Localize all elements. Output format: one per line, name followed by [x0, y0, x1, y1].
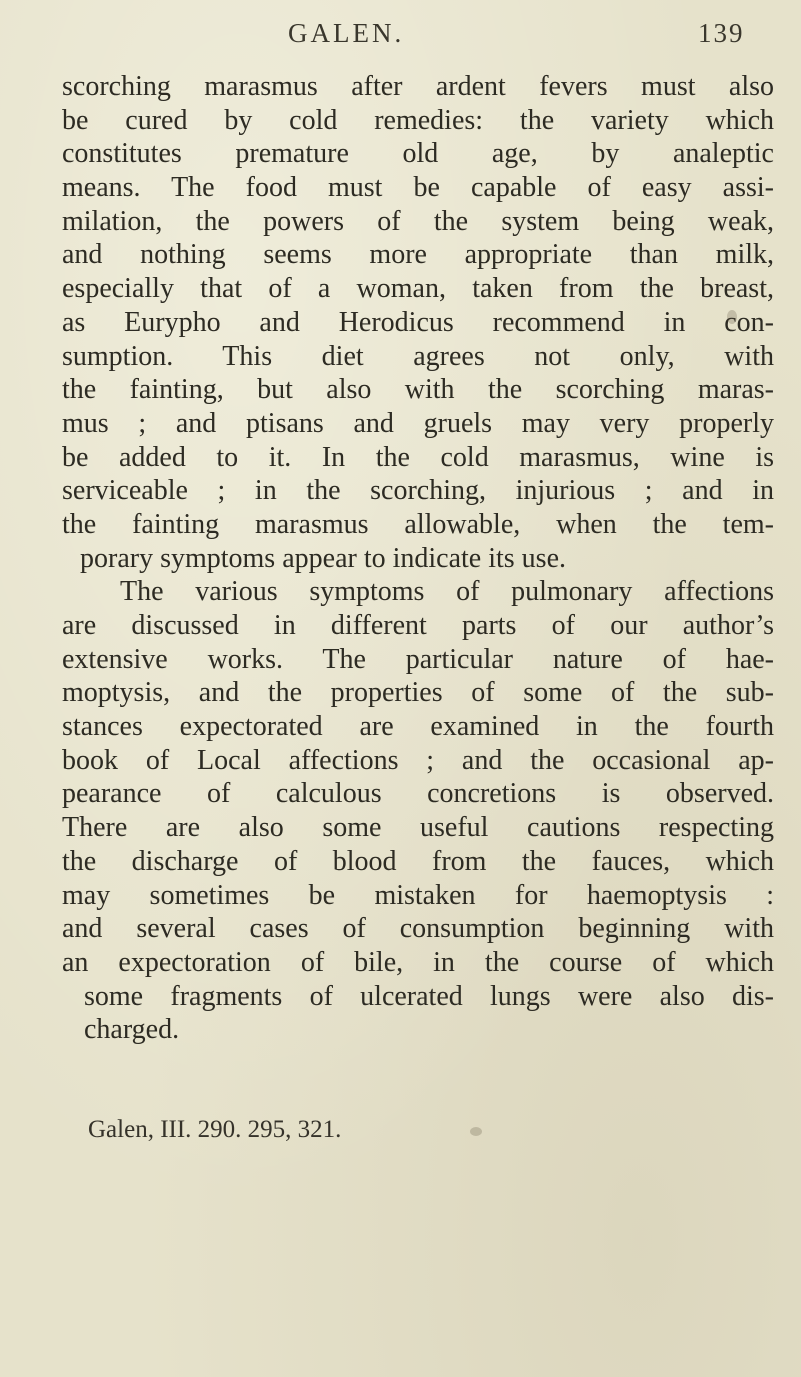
text-line: extensive works. The particular nature of hae-: [62, 643, 774, 675]
text-line: means. The food must be capable of easy assi-: [62, 172, 774, 204]
text-line: an expectoration of bile, in the course of which: [62, 946, 774, 978]
ink-speck: [470, 1127, 482, 1136]
text-line: are discussed in different parts of our author’s: [62, 610, 774, 641]
text-line: sumption. This diet agrees not only, with: [62, 340, 774, 372]
text-line: charged.: [84, 1014, 180, 1046]
text-line: be cured by cold remedies: the variety which: [62, 104, 774, 136]
text-line: serviceable ; in the scorching, injurious ; and in: [62, 475, 774, 507]
text-line: and nothing seems more appropriate than milk,: [62, 239, 774, 271]
text-line: the discharge of blood from the fauces, which: [62, 845, 774, 877]
footnote: Galen, III. 290. 295, 321.: [88, 1116, 342, 1143]
text-line: may sometimes be mistaken for haemoptysis :: [62, 879, 774, 911]
ink-speck: [727, 310, 737, 324]
text-line: as Eurypho and Herodicus recommend in con-: [62, 306, 774, 338]
text-line: some fragments of ulcerated lungs were also dis-: [84, 980, 774, 1012]
body-text: [62, 70, 774, 1047]
text-line: mus ; and ptisans and gruels may very properly: [62, 407, 774, 439]
text-line: stances expectorated are examined in the fourth: [62, 711, 774, 743]
text-line: the fainting marasmus allowable, when the tem-: [62, 508, 774, 540]
running-head: [0, 10, 801, 50]
text-line: the fainting, but also with the scorching maras-: [62, 374, 774, 406]
text-line: be added to it. In the cold marasmus, wine is: [62, 441, 774, 473]
text-line: There are also some useful cautions respecting: [62, 812, 774, 844]
text-line: moptysis, and the properties of some of the sub-: [62, 677, 774, 709]
text-line: scorching marasmus after ardent fevers must also: [62, 71, 774, 102]
page-number: 139: [698, 18, 745, 48]
text-line: constitutes premature old age, by analeptic: [62, 138, 774, 170]
paragraph-start-line: The various symptoms of pulmonary affections: [120, 576, 774, 608]
text-line: and several cases of consumption beginning with: [62, 913, 774, 945]
text-line: especially that of a woman, taken from the breast,: [62, 273, 774, 305]
text-line: pearance of calculous concretions is observed.: [62, 778, 774, 810]
text-line: milation, the powers of the system being weak,: [62, 205, 774, 237]
running-head-title: GALEN.: [288, 18, 405, 48]
text-line: book of Local affections ; and the occasional ap-: [62, 744, 774, 776]
text-line: porary symptoms appear to indicate its use.: [80, 542, 566, 574]
